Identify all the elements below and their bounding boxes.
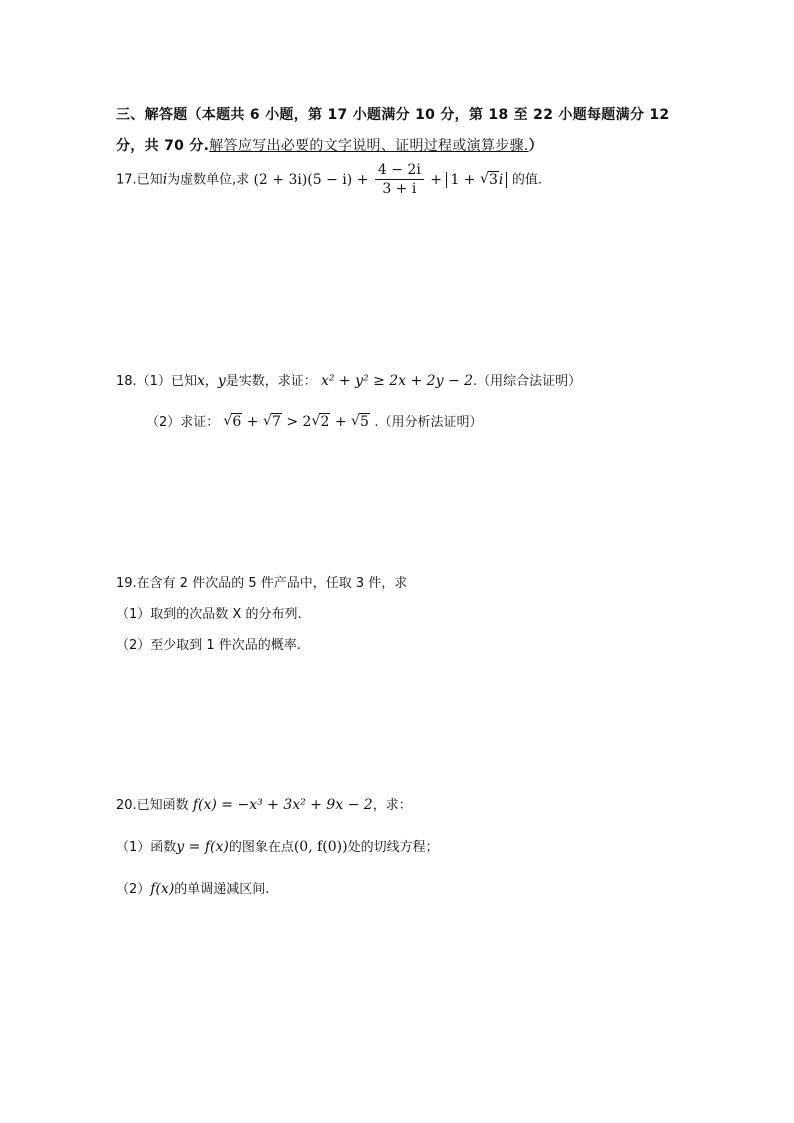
q20-stem-expression: f(x) = −x³ + 3x² + 9x − 2: [192, 797, 373, 813]
question-18-part-2: [146, 411, 483, 430]
q18-p1-expression: x² + y² ≥ 2x + 2y − 2: [320, 373, 474, 389]
question-20-part-2: [116, 878, 269, 897]
q20-p1-prefix: （1）函数: [116, 840, 177, 855]
q17-abs-one: 1 +: [450, 171, 476, 188]
question-17: [116, 162, 542, 197]
q17-fraction: [375, 162, 424, 197]
q18-plus-2: +: [334, 414, 347, 430]
q19-stem: 19.在含有 2 件次品的 5 件产品中，任取 3 件，求: [116, 576, 408, 591]
question-19-part-1: [116, 603, 302, 622]
q18-p2-expression: [223, 414, 374, 430]
q18-plus-1: +: [246, 414, 259, 430]
q18-p1-prefix: 18.（1）已知: [116, 374, 197, 389]
question-18-part-1: [116, 370, 581, 389]
q18-p1-suffix: .（用综合法证明）: [473, 374, 582, 389]
q20-stem-prefix: 20.已知函数: [116, 798, 189, 813]
q18-p2-prefix: （2）求证：: [146, 415, 220, 430]
q17-sqrt: [480, 172, 499, 188]
q18-x: x: [196, 373, 205, 389]
q18-p1-mid: 是实数，求证：: [225, 374, 317, 389]
q18-sqrt-6: [223, 414, 242, 430]
section-heading-bold-text: 分，共 70 分.: [116, 138, 210, 154]
q17-expression: [253, 162, 511, 197]
q20-p1-suffix: 处的切线方程；: [347, 840, 439, 855]
q18-sqrt-6-arg: 6: [232, 414, 242, 430]
q20-p2-expression: f(x): [150, 881, 175, 897]
section-heading-text: 三、解答题（本题共 6 小题，第 17 小题满分 10 分，第 18 至 22 小题每题满分 12: [116, 107, 670, 123]
q20-stem-suffix: ，求：: [372, 798, 412, 813]
q17-abs-i: i: [498, 171, 504, 188]
q17-sqrt-arg: 3: [489, 171, 498, 188]
q17-prefix: 17.已知: [116, 172, 163, 188]
q18-sqrt-7-arg: 7: [271, 414, 281, 430]
q18-sqrt-2-arg: 2: [320, 414, 330, 430]
q18-sqrt-5-arg: 5: [360, 414, 369, 430]
q17-frac-numerator: 4 − 2i: [375, 162, 424, 180]
question-20-part-1: [116, 836, 439, 855]
section-heading-line-1: [116, 104, 669, 124]
question-19: [116, 572, 407, 591]
q18-sqrt-5: [351, 414, 370, 430]
q17-suffix: 的值.: [511, 172, 542, 188]
q20-p1-mid: 的图象在点: [228, 840, 294, 855]
q18-comma: ，: [204, 374, 218, 389]
section-heading-underlined-text: 解答应写出必要的文字说明、证明过程或演算步骤.: [209, 138, 529, 154]
q20-p1-point: (0, f(0)): [293, 839, 348, 855]
question-19-part-2: [116, 634, 301, 653]
q17-expr-a: (2 + 3i)(5 − i) +: [253, 171, 369, 188]
q17-frac-denominator: 3 + i: [382, 181, 417, 197]
q19-part-1-text: （1）取到的次品数 X 的分布列.: [116, 607, 302, 622]
q17-i: i: [162, 171, 168, 188]
q17-plus: +: [430, 171, 442, 188]
section-heading-end: ）: [528, 138, 543, 154]
q17-mid: 为虚数单位,求: [167, 172, 250, 188]
q18-sqrt-7: [263, 414, 282, 430]
q20-p2-suffix: 的单调递减区间.: [174, 882, 270, 897]
question-20: [116, 794, 412, 813]
q18-greater-than: > 2: [286, 414, 312, 430]
q18-sqrt-2: [311, 414, 330, 430]
section-heading-line-2: [116, 135, 543, 155]
q19-part-2-text: （2）至少取到 1 件次品的概率.: [116, 638, 301, 653]
q17-absolute-value: [446, 172, 507, 188]
q20-p2-prefix: （2）: [116, 882, 151, 897]
q18-y: y: [217, 373, 226, 389]
q20-p1-expression: y = f(x): [176, 839, 229, 855]
q18-p2-suffix: .（用分析法证明）: [374, 415, 483, 430]
